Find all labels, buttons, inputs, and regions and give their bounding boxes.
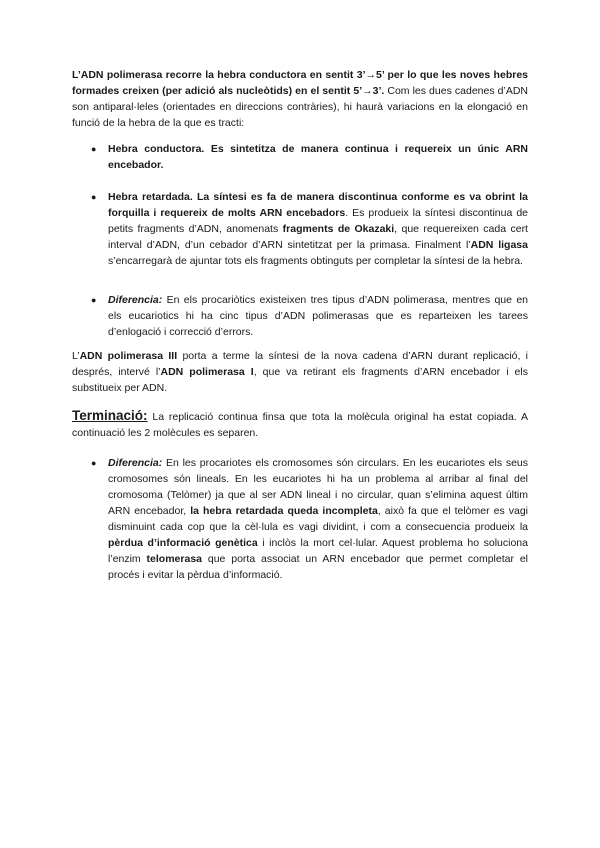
hebra-conductora-text: Hebra conductora. Es sintetitza de manera continua i requereix un únic ARN encebador. bbox=[108, 143, 528, 171]
bullet-hebra-retardada bbox=[108, 189, 528, 269]
polimerasa-paragraph bbox=[72, 348, 528, 396]
bullet-dot-icon: ● bbox=[91, 295, 97, 305]
polimerasa-iii-term: ADN polimerasa III bbox=[79, 350, 178, 362]
diferencia-polimerasa-text: En els procariòtics existeixen tres tipus d’ADN polimerasa, mentres que en els eucariotics hi ha cinc tipus d’ADN polimerasas que es reparteixen les tarees d’enlogació i correcció d’errors. bbox=[108, 294, 528, 338]
hebra-retardada-text-3: s’encarregarà de ajuntar tots els fragments obtinguts per completar la síntesi de la hebra. bbox=[108, 255, 523, 267]
diferencia-label: Diferencia: bbox=[108, 457, 163, 469]
adn-ligasa-term: ADN ligasa bbox=[470, 239, 528, 251]
intro-text: Com les dues cadenes d’ADN son antiparal·leles (orientades en direccions contràries), hi haurà variacions en la elongació en funció de la hebra de la que es tracti: bbox=[72, 85, 528, 129]
polimerasa-text-2: porta a terme la síntesi de la nova cadena d’ARN durant replicació, i després, intervé l’ bbox=[72, 350, 529, 378]
bullet-dot-icon: ● bbox=[91, 458, 97, 468]
hebra-retardada-lead: Hebra retardada. La síntesi es fa de manera discontinua conforme es va obrint la forquilla i requereix de molts ARN encebadors bbox=[108, 191, 528, 219]
telomerasa-term: telomerasa bbox=[146, 553, 202, 565]
polimerasa-text-1: L’ bbox=[72, 350, 80, 362]
terminacio-heading: Terminació: bbox=[72, 408, 148, 423]
bullet-hebra-conductora bbox=[108, 141, 528, 173]
diferencia-label: Diferencia: bbox=[108, 294, 163, 306]
cromosomes-text-2: , això fa que el telòmer es vagi disminuint cada cop que la cèl·lula es vagi dividint, i com a consecuencia produeix la bbox=[108, 505, 528, 533]
bullet-diferencia-polimerasa bbox=[108, 292, 528, 340]
terminacio-paragraph bbox=[72, 408, 528, 441]
hebra-incompleta-term: la hebra retardada queda incompleta bbox=[190, 505, 378, 517]
perdua-informacio-term: pèrdua d’informació genètica bbox=[108, 537, 258, 549]
intro-bold-lead: L’ADN polimerasa recorre la hebra conductora en sentit 3’→5’ per lo que les noves hebres formades creixen (per adició als nucleòtids) en el sentit 5’→3’. bbox=[72, 69, 528, 97]
cromosomes-text-1: En les procariotes els cromosomes són circulars. En les eucariotes els seus cromosomes són lineals. En les eucariotes hi ha un problema al arribar al final del cromosoma (Telòmer) ja que al ser ADN lineal i no circular, quan s’elimina aquest últim ARN encebador, bbox=[108, 457, 528, 517]
hebra-retardada-text-1: . Es produeix la síntesi discontinua de petits fragments d’ADN, anomenats bbox=[108, 207, 528, 235]
okazaki-term: fragments de Okazaki bbox=[282, 223, 395, 235]
polimerasa-text-3: , que va retirant els fragments d’ARN encebador i els substitueix per ADN. bbox=[72, 366, 528, 394]
terminacio-text: La replicació continua finsa que tota la molècula original ha estat copiada. A continuació les 2 molècules es separen. bbox=[72, 411, 528, 439]
cromosomes-text-4: que porta associat un ARN encebador que permet completar el procés i evitar la pèrdua d’informació. bbox=[108, 553, 528, 581]
bullet-dot-icon: ● bbox=[91, 144, 97, 154]
cromosomes-text-3: i inclòs la mort cel·lular. Aquest problema ho soluciona l’enzim bbox=[108, 537, 528, 565]
polimerasa-i-term: ADN polimerasa I bbox=[160, 366, 254, 378]
bullet-diferencia-cromosomes bbox=[108, 455, 528, 583]
hebra-retardada-text-2: , que requereixen cada cert interval d’ADN, d’un cebador d’ARN sintetitzat per la primasa. Finalment l’ bbox=[108, 223, 528, 251]
bullet-dot-icon: ● bbox=[91, 192, 97, 202]
intro-paragraph bbox=[72, 67, 528, 131]
